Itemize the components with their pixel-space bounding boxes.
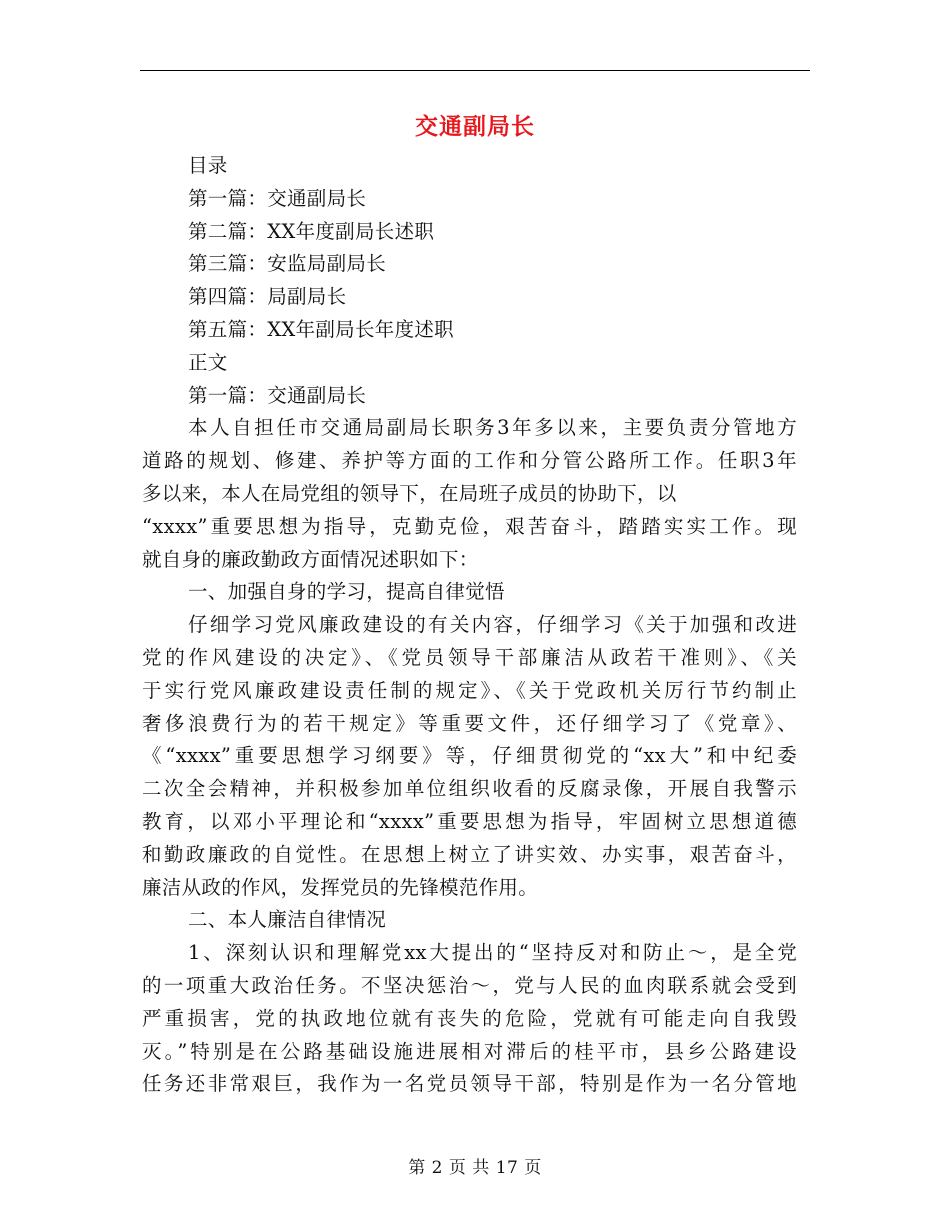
- text-line: 1、深刻认识和理解党xx大提出的“坚持反对和防止～，是全党: [188, 941, 797, 965]
- text-line: 第四篇：局副局长: [188, 285, 347, 309]
- text-line: 第五篇：XX年副局长年度述职: [188, 317, 454, 341]
- text-line: 严重损害，党的执政地位就有丧失的危险，党就有可能走向自我毁: [142, 1006, 797, 1030]
- text-line: 仔细学习党风廉政建设的有关内容，仔细学习《关于加强和改进: [188, 613, 797, 637]
- page-footer: 第 2 页 共 17 页: [408, 1158, 542, 1178]
- header-rule: [140, 70, 810, 71]
- text-line: 一、加强自身的学习，提高自律觉悟: [188, 580, 505, 604]
- text-line: 目录: [188, 154, 228, 177]
- text-line: 奢侈浪费行为的若干规定》等重要文件，还仔细学习了《党章》、: [142, 711, 797, 735]
- text-line: 第三篇：安监局副局长: [188, 252, 387, 276]
- text-line: 廉洁从政的作风，发挥党员的先锋模范作用。: [142, 875, 539, 899]
- text-line: 任务还非常艰巨，我作为一名党员领导干部，特别是作为一名分管地: [142, 1072, 797, 1096]
- text-line: 于实行党风廉政建设责任制的规定》、《关于党政机关厉行节约制止: [142, 678, 797, 702]
- document-body: [142, 150, 797, 1101]
- text-line: “xxxx”重要思想为指导，克勤克俭，艰苦奋斗，踏踏实实工作。现: [142, 514, 797, 538]
- text-line: 正文: [188, 350, 228, 374]
- text-line: 第一篇：交通副局长: [188, 383, 367, 407]
- text-line: 教育，以邓小平理论和“xxxx”重要思想为指导，牢固树立思想道德: [142, 809, 797, 833]
- text-line: 道路的规划、修建、养护等方面的工作和分管公路所工作。任职3年: [142, 449, 797, 473]
- text-line: 和勤政廉政的自觉性。在思想上树立了讲实效、办实事，艰苦奋斗，: [142, 842, 797, 866]
- text-line: 党的作风建设的决定》、《党员领导干部廉洁从政若干准则》、《关: [142, 645, 797, 669]
- text-line: 本人自担任市交通局副局长职务3年多以来，主要负责分管地方: [188, 416, 797, 440]
- document-title: 交通副局长: [415, 114, 535, 140]
- text-line: 多以来，本人在局党组的领导下，在局班子成员的协助下，以: [142, 481, 677, 505]
- text-line: 《“xxxx”重要思想学习纲要》等，仔细贯彻党的“xx大”和中纪委: [142, 744, 797, 768]
- text-line: 第一篇：交通副局长: [188, 186, 367, 210]
- text-line: 灭。”特别是在公路基础设施进展相对滞后的桂平市，县乡公路建设: [142, 1039, 797, 1063]
- text-line: 二、本人廉洁自律情况: [188, 908, 387, 932]
- text-line: 就自身的廉政勤政方面情况述职如下：: [142, 547, 479, 571]
- text-line: 的一项重大政治任务。不坚决惩治～，党与人民的血肉联系就会受到: [142, 973, 797, 997]
- text-line: 第二篇：XX年度副局长述职: [188, 219, 435, 243]
- text-line: 二次全会精神，并积极参加单位组织收看的反腐录像，开展自我警示: [142, 777, 797, 801]
